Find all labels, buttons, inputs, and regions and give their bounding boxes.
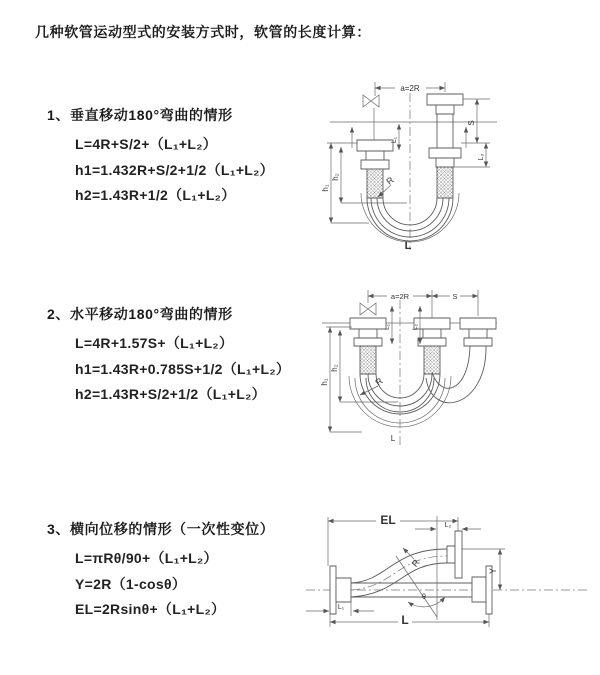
dim-label-l1: L₁ xyxy=(391,136,398,144)
left-pipe-fitting xyxy=(350,318,386,374)
right-flange-displaced xyxy=(447,531,462,578)
formula-L: L=4R+S/2+（L₁+L₂） xyxy=(75,136,218,152)
dim-label-l2: L₂ xyxy=(478,153,485,161)
right-pipe-fitting xyxy=(427,94,463,198)
braided-hose-section xyxy=(437,167,453,198)
middle-pipe-fitting xyxy=(414,318,450,374)
dimension-s xyxy=(461,99,490,143)
dimension-l2 xyxy=(415,522,481,529)
valve-icon xyxy=(360,303,376,315)
diagram-horizontal-u-bend xyxy=(315,288,500,456)
dimension-h1 xyxy=(321,143,369,223)
dim-label-r: R xyxy=(373,375,385,388)
dim-label-l: L xyxy=(390,434,396,443)
dim-label-s: S xyxy=(467,120,476,126)
dim-label-el: EL xyxy=(380,513,396,527)
formula-h1: h1=1.43R+0.785S+1/2（L₁+L₂） xyxy=(75,360,291,377)
dimension-l1 xyxy=(384,306,392,344)
section-lateral-displacement xyxy=(47,519,274,623)
section-horizontal-movement xyxy=(47,304,290,408)
dimension-a2r xyxy=(368,290,478,318)
dim-label-h1: h₁ xyxy=(321,184,330,192)
section-heading: 2、水平移动180°弯曲的情形 xyxy=(47,306,233,322)
dim-label-r: R xyxy=(384,174,396,187)
braided-hose-section xyxy=(367,169,383,198)
formula-h2: h2=1.43R+S/2+1/2（L₁+L₂） xyxy=(75,386,266,402)
dim-label-h2: h₂ xyxy=(331,173,340,181)
dimension-el xyxy=(328,513,458,566)
formula-EL: EL=2Rsinθ+（L₁+L₂） xyxy=(75,601,226,617)
right-pipe-fitting xyxy=(460,318,496,346)
section-vertical-movement xyxy=(47,105,274,209)
page-title: 几种软管运动型式的安装方式时，软管的长度计算： xyxy=(35,24,371,40)
formula-L: L=πRθ/90+（L₁+L₂） xyxy=(75,550,218,566)
dimension-l1 xyxy=(306,602,374,616)
dim-label-l2: L₂ xyxy=(444,522,452,529)
left-pipe-fitting xyxy=(357,140,393,198)
braided-hose-section xyxy=(360,346,376,374)
dim-label-r: R xyxy=(409,557,422,569)
dim-label-l: L xyxy=(404,240,412,252)
diagram-vertical-u-bend xyxy=(320,75,500,255)
diagram-lateral-displacement xyxy=(300,508,595,646)
section-heading: 1、垂直移动180°弯曲的情形 xyxy=(47,107,233,123)
dim-label-h1: h₁ xyxy=(320,378,329,386)
angle-label-theta: θ xyxy=(422,594,426,601)
dimension-l xyxy=(330,613,489,627)
dim-label-l1: L₁ xyxy=(384,324,391,330)
dim-label-l: L xyxy=(401,613,409,627)
valve-icon xyxy=(363,95,379,107)
dim-label-a2r: a=2R xyxy=(400,84,420,93)
dim-label-h2: h₂ xyxy=(330,364,339,372)
dim-label-l1: L₁ xyxy=(337,604,345,611)
dim-label-a2r: a=2R xyxy=(390,292,410,301)
formula-L: L=4R+1.57S+（L₁+L₂） xyxy=(75,335,234,351)
section-heading: 3、横向位移的情形（一次性变位） xyxy=(47,521,275,537)
dim-label-y: Y xyxy=(488,567,498,575)
formula-Y: Y=2R（1-cosθ） xyxy=(75,575,187,592)
formula-h2: h2=1.43R+1/2（L₁+L₂） xyxy=(75,187,236,203)
radius-callout xyxy=(403,548,422,569)
dim-label-l2: L₂ xyxy=(412,323,419,331)
braided-hose-section xyxy=(424,346,440,374)
dim-label-s: S xyxy=(452,292,458,301)
formula-h1: h1=1.432R+S/2+1/2（L₁+L₂） xyxy=(75,161,274,178)
dimension-s xyxy=(432,290,478,301)
